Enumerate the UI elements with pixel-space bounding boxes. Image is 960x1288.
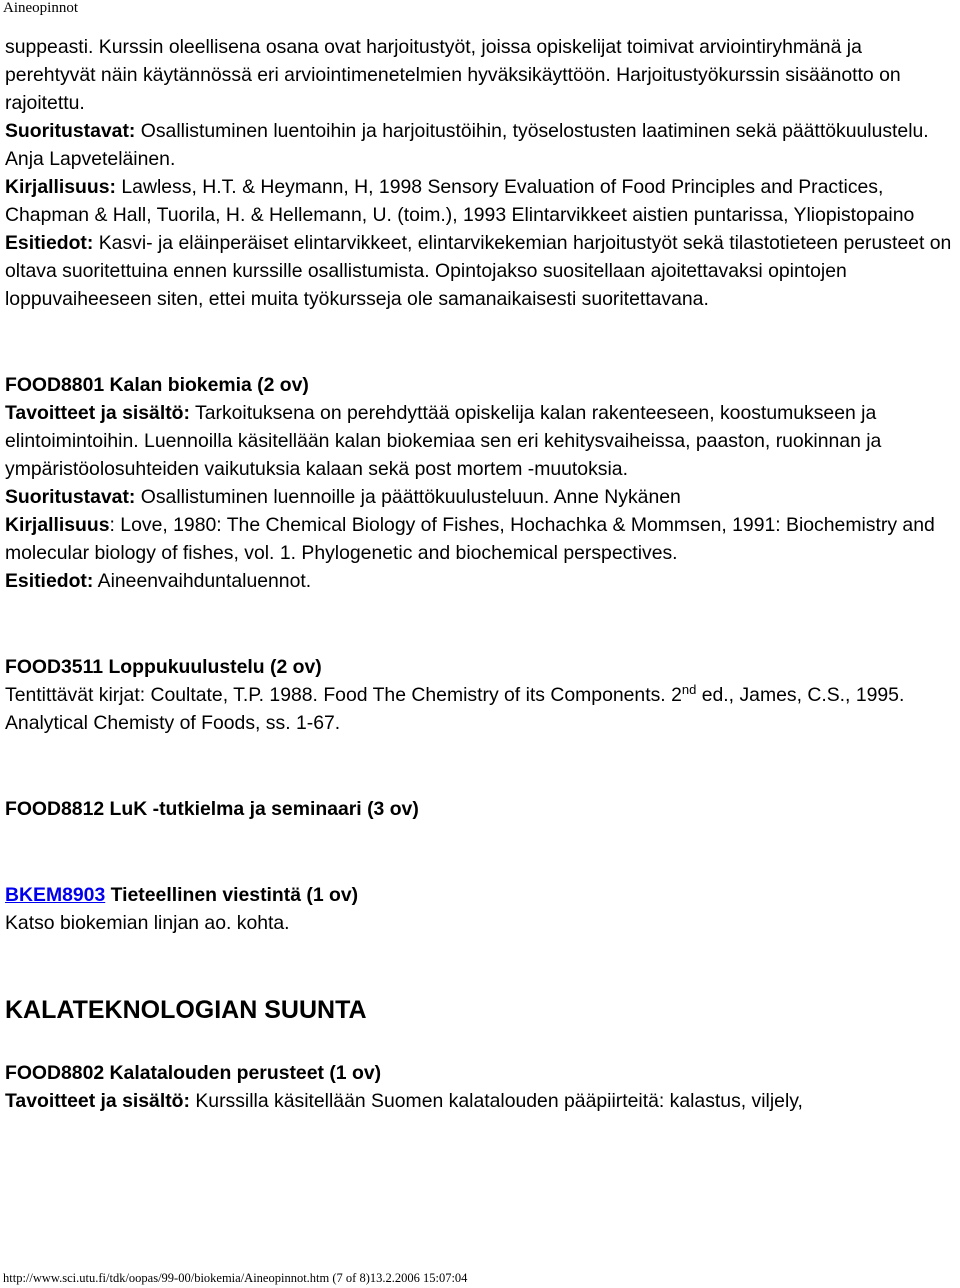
suoritustavat-text: Osallistuminen luentoihin ja harjoitustöihin, työselostusten laatiminen sekä päättökuulustelu. Anja Lapveteläinen.: [5, 120, 929, 170]
course-code-link[interactable]: BKEM8903: [5, 884, 106, 906]
esitiedot-label: Esitiedot:: [5, 570, 94, 592]
intro-kirjallisuus: [5, 173, 957, 229]
course-title: FOOD8802 Kalatalouden perusteet (1 ov): [5, 1062, 382, 1084]
course-tavoitteet: [5, 399, 957, 483]
intro-esitiedot: [5, 229, 957, 313]
course-food8802: [5, 1059, 957, 1115]
course-bkem8903: [5, 881, 957, 937]
kirjallisuus-text: : Love, 1980: The Chemical Biology of Fishes, Hochachka & Mommsen, 1991: Biochemistry and molecular biology of fishes, vol. 1. Phylogenetic and biochemical perspectives.: [5, 514, 935, 564]
esitiedot-text: Kasvi- ja eläinperäiset elintarvikkeet, elintarvikekemian harjoitustyöt sekä tilastotieteen perusteet on oltava suoritettuina ennen kurssille osallistumista. Opintojakso suositellaan ajoitettavaksi opintojen loppuvaiheeseen siten, ettei muita työkursseja ole samanaikaisesti suoritettavana.: [5, 232, 952, 310]
course-text: [5, 681, 957, 737]
course-text-part2: ed., James, C.S., 1995. Analytical Chemisty of Foods, ss. 1-67.: [5, 684, 905, 734]
kirjallisuus-label: Kirjallisuus:: [5, 176, 116, 198]
running-head: Aineopinnot: [3, 0, 78, 16]
tavoitteet-text: Tarkoituksena on perehdyttää opiskelija kalan rakenteeseen, koostumukseen ja elintoimintoihin. Luennoilla käsitellään kalan biokemiaa sen eri kehitysvaiheissa, paaston, ruokinnan ja ympäristöolosuhteiden vaikutuksia kalaan sekä post mortem -muutoksia.: [5, 402, 882, 480]
course-tavoitteet: [5, 1087, 957, 1115]
tavoitteet-label: Tavoitteet ja sisältö:: [5, 1090, 190, 1112]
course-text: Katso biokemian linjan ao. kohta.: [5, 912, 290, 934]
intro-paragraph: suppeasti. Kurssin oleellisena osana ovat harjoitustyöt, joissa opiskelijat toimivat arviointiryhmänä ja perehtyvät näin käytännössä eri arviointimenetelmien hyväksikäyttöön. Harjoitustyökurssin sisäänotto on rajoitettu.: [5, 36, 901, 114]
suoritustavat-text: Osallistuminen luennoille ja päättökuulusteluun. Anne Nykänen: [135, 486, 681, 508]
page-footer-url: http://www.sci.utu.fi/tdk/oopas/99-00/biokemia/Aineopinnot.htm (7 of 8)13.2.2006 15:07:04: [3, 1271, 468, 1285]
kirjallisuus-text: Lawless, H.T. & Heymann, H, 1998 Sensory Evaluation of Food Principles and Practices, Chapman & Hall, Tuorila, H. & Hellemann, U. (toim.), 1993 Elintarvikkeet aistien puntarissa, Yliopistopaino: [5, 176, 915, 226]
kirjallisuus-label: Kirjallisuus: [5, 514, 110, 536]
superscript: nd: [681, 682, 697, 697]
esitiedot-text: Aineenvaihduntaluennot.: [93, 570, 312, 592]
course-title: FOOD8801 Kalan biokemia (2 ov): [5, 374, 309, 396]
course-kirjallisuus: [5, 511, 957, 567]
intro-block: [5, 33, 957, 313]
course-food3511: [5, 653, 957, 737]
page-content: [5, 33, 957, 1115]
course-food8801: [5, 371, 957, 595]
tavoitteet-label: Tavoitteet ja sisältö:: [5, 402, 190, 424]
tavoitteet-text: Kurssilla käsitellään Suomen kalatalouden pääpiirteitä: kalastus, viljely,: [189, 1090, 803, 1112]
course-title-rest: Tieteellinen viestintä (1 ov): [105, 884, 359, 906]
course-suoritustavat: [5, 483, 957, 511]
course-text-part1: Tentittävät kirjat: Coultate, T.P. 1988. Food The Chemistry of its Components. 2: [5, 684, 682, 706]
esitiedot-label: Esitiedot:: [5, 232, 94, 254]
course-esitiedot: [5, 567, 957, 595]
intro-suoritustavat: [5, 117, 957, 173]
suoritustavat-label: Suoritustavat:: [5, 120, 136, 142]
course-food8812: [5, 795, 957, 823]
course-title: FOOD3511 Loppukuulustelu (2 ov): [5, 656, 322, 678]
suoritustavat-label: Suoritustavat:: [5, 486, 136, 508]
course-title: FOOD8812 LuK -tutkielma ja seminaari (3 ov): [5, 798, 419, 820]
course-title: [5, 881, 957, 909]
section-heading: KALATEKNOLOGIAN SUUNTA: [5, 996, 367, 1024]
